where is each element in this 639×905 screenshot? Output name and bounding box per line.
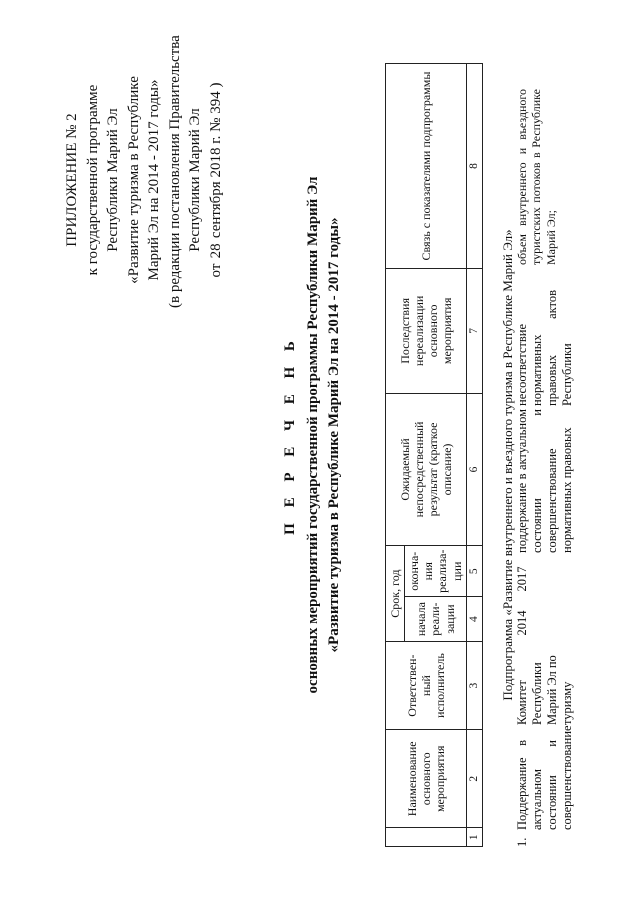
column-number: 8 (466, 64, 483, 269)
appendix-header (62, 35, 226, 308)
row-number: 1. (515, 837, 529, 847)
date-rest: сентября 2018 г. № (207, 117, 224, 239)
document-title (282, 85, 345, 785)
appendix-line: ПРИЛОЖЕНИЕ № 2 (64, 113, 80, 247)
appendix-line: Республики Марий Эл (105, 108, 122, 252)
title-line-2: «Развитие туризма в Республике Марий Эл на 2014 - 2017 годы» (326, 217, 342, 653)
column-number: 4 (466, 597, 483, 642)
column-number: 6 (466, 393, 483, 546)
header-executor: Ответствен-ный исполнитель (386, 642, 467, 730)
date-close: ) (207, 82, 224, 88)
appendix-line: к государственной программе (84, 84, 101, 276)
date-day: 28 (207, 243, 224, 259)
column-number: 1 (466, 828, 483, 847)
row-indicator-link: объем внутреннего и въездного туристских потоков в Республике Марий Эл; (515, 89, 558, 265)
row-start-year: 2014 (515, 610, 529, 636)
header-end: оконча-ния реализа-ции (405, 546, 467, 597)
header-consequences: Последствия нереализации основного мероприятия (386, 269, 467, 394)
subprogram-heading: Подпрограмма «Развитие внутреннего и въездного туризма в Республике Марий Эл» (500, 229, 515, 701)
title-line-1: основных мероприятий государственной программы Республики Марий Эл (305, 176, 321, 694)
row-end-year: 2017 (515, 566, 529, 592)
table-header-row (386, 64, 405, 847)
date-prefix: от (207, 263, 224, 278)
appendix-line: (в редакции постановления Правительства (166, 35, 183, 308)
header-name: Наименование основного мероприятия (386, 730, 467, 828)
row-measure-name: Поддержание в актуальном состоянии и совершенствование (515, 725, 574, 830)
decree-number: 394 (207, 91, 224, 114)
appendix-line: Марий Эл на 2014 - 2017 годы» (146, 79, 163, 281)
column-number-row (466, 64, 483, 847)
column-number: 2 (466, 730, 483, 828)
row-expected-result: поддержание в актуальном состоянии и совершенствование нормативных правовых (515, 409, 574, 553)
header-link: Связь с показателями подпрограммы (386, 64, 467, 269)
column-number: 3 (466, 642, 483, 730)
appendix-line: Республики Марий Эл (187, 108, 204, 252)
header-result: Ожидаемый непосредственный результат (краткое описание) (386, 393, 467, 546)
header-period: Срок, год (386, 546, 405, 642)
column-number: 5 (466, 546, 483, 597)
row-executor: Комитет Республики Марий Эл по туризму (515, 655, 574, 725)
appendix-line: «Развитие туризма в Республике (125, 76, 142, 284)
column-number: 7 (466, 269, 483, 394)
row-consequences: несоответствие нормативных правовых актов Республики (515, 290, 574, 406)
title-word: П Е Р Е Ч Е Н Ь (282, 335, 298, 535)
header-start: начала реали-зации (405, 597, 467, 642)
header-num (386, 828, 467, 847)
measures-table (385, 63, 483, 847)
appendix-date-line (206, 52, 227, 308)
